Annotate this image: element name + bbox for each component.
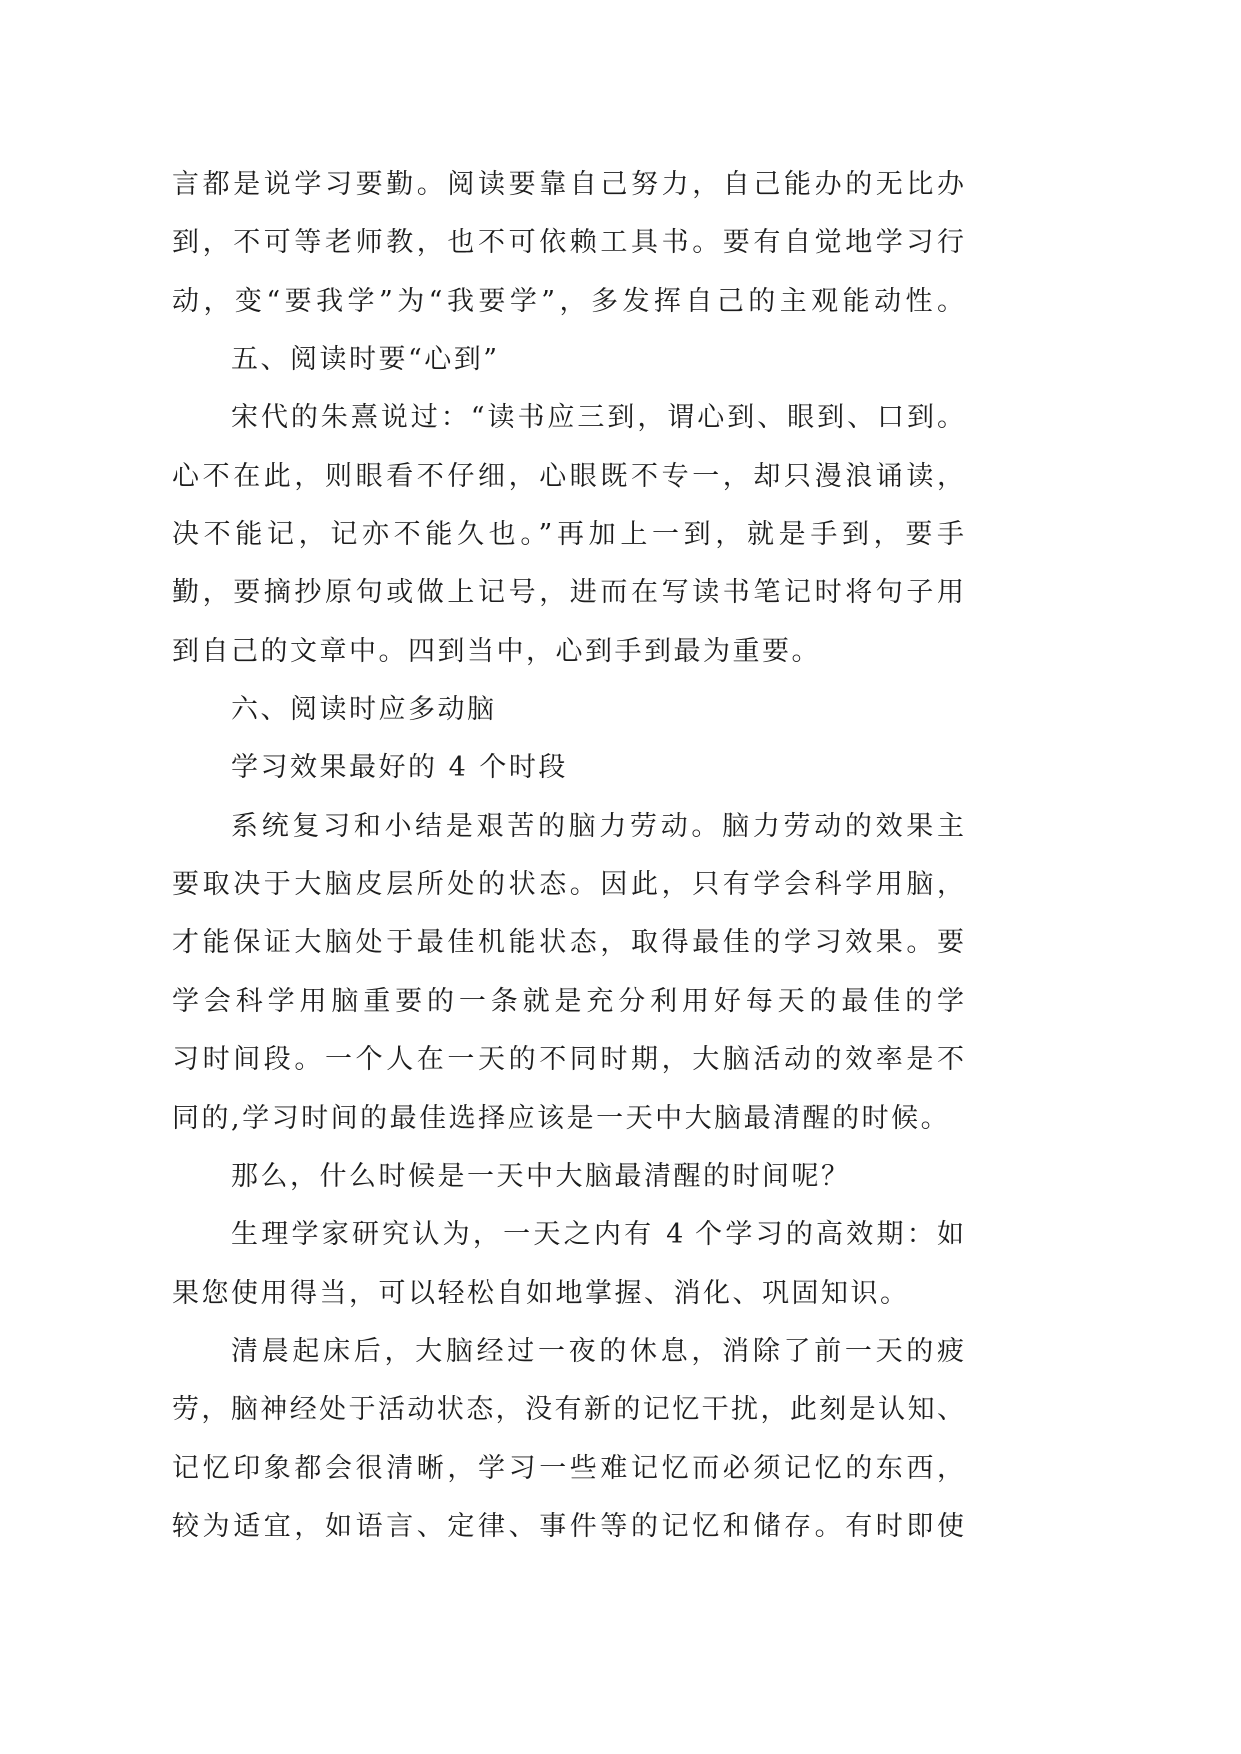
text-line: 系统复习和小结是艰苦的脑力劳动。脑力劳动的效果主 (231, 810, 964, 842)
text-line: 言都是说学习要勤。阅读要靠自己努力，自己能办的无比办 (172, 169, 964, 200)
text-line: 同的,学习时间的最佳选择应该是一天中大脑最清醒的时候。 (172, 1102, 951, 1134)
section-heading: 六、阅读时应多动脑 (231, 694, 497, 726)
text-line: 较为适宜，如语言、定律、事件等的记忆和储存。有时即使 (172, 1510, 964, 1542)
text-line: 宋代的朱熹说过：“读书应三到，谓心到、眼到、口到。 (231, 402, 964, 434)
text-line: 决不能记，记亦不能久也。”再加上一到，就是手到，要手 (172, 519, 964, 551)
text-line: 到，不可等老师教，也不可依赖工具书。要有自觉地学习行 (172, 227, 964, 259)
text-line: 心不在此，则眼看不仔细，心眼既不专一，却只漫浪诵读， (172, 460, 964, 492)
text-line: 习时间段。一个人在一天的不同时期，大脑活动的效率是不 (172, 1044, 964, 1076)
text-line: 记忆印象都会很清晰，学习一些难记忆而必须记忆的东西， (172, 1452, 964, 1484)
text-line: 那么，什么时候是一天中大脑最清醒的时间呢？ (231, 1160, 851, 1192)
text-line: 才能保证大脑处于最佳机能状态，取得最佳的学习效果。要 (172, 927, 964, 959)
section-heading: 五、阅读时要“心到” (231, 344, 500, 376)
text-line: 果您使用得当，可以轻松自如地掌握、消化、巩固知识。 (172, 1277, 910, 1309)
text-line: 到自己的文章中。四到当中，心到手到最为重要。 (172, 635, 821, 667)
document-body (172, 156, 964, 1556)
text-line: 学会科学用脑重要的一条就是充分利用好每天的最佳的学 (172, 985, 964, 1017)
text-line: 动，变“要我学”为“我要学”，多发挥自己的主观能动性。 (172, 285, 964, 317)
text-line: 勤，要摘抄原句或做上记号，进而在写读书笔记时将句子用 (172, 577, 964, 609)
text-line: 要取决于大脑皮层所处的状态。因此，只有学会科学用脑， (172, 869, 964, 901)
text-line: 劳，脑神经处于活动状态，没有新的记忆干扰，此刻是认知、 (172, 1394, 964, 1426)
section-heading: 学习效果最好的 4 个时段 (231, 752, 568, 784)
text-line: 清晨起床后，大脑经过一夜的休息，消除了前一天的疲 (231, 1335, 964, 1367)
text-line: 生理学家研究认为，一天之内有 4 个学习的高效期：如 (231, 1219, 964, 1251)
